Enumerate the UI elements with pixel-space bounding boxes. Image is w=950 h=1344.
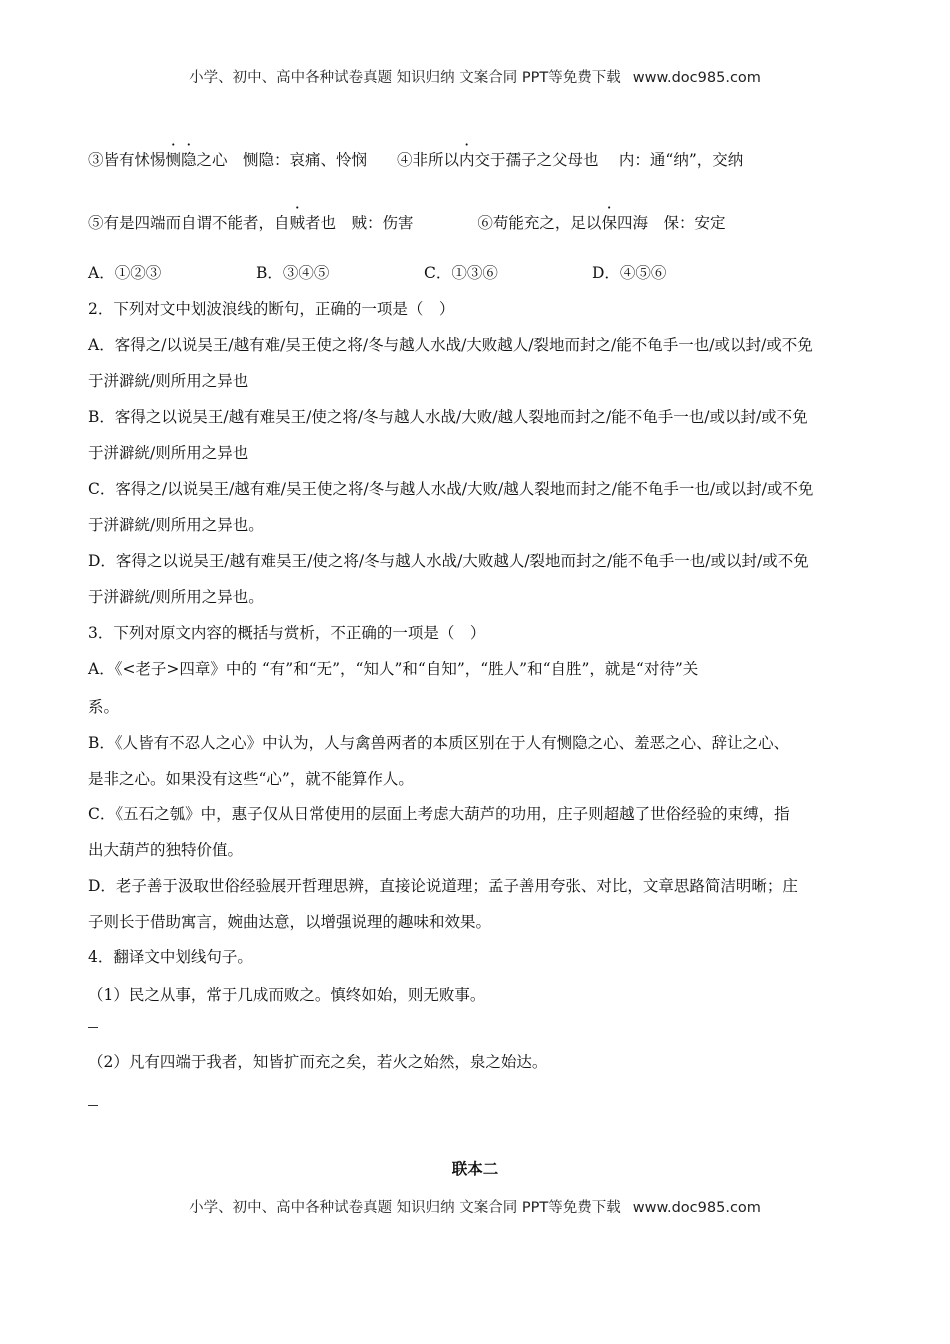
- q3-line: C．《五石之瓠》中，惠子仅从日常使用的层面上考虑大葫芦的功用，庄子则超越了世俗经验的束缚，指: [88, 805, 790, 823]
- answer-line-2[interactable]: [88, 1105, 98, 1106]
- q1-option-c: C．①③⑥: [424, 264, 498, 282]
- header-text: 小学、初中、高中各种试卷真题 知识归纳 文案合同 PPT等免费下载: [189, 70, 621, 86]
- q3-stem: 3．下列对原文内容的概括与赏析，不正确的一项是（ ）: [88, 624, 486, 642]
- q1-option-b: B．③④⑤: [256, 264, 330, 282]
- page-footer: [0, 1196, 950, 1217]
- q4-stem: 4．翻译文中划线句子。: [88, 948, 253, 966]
- q4-sentence-1: （1）民之从事，常于几成而败之。慎终如始，则无败事。: [88, 986, 486, 1004]
- q1-options: [88, 263, 868, 283]
- item-4: ④非所以内交于孺子之父母也 内：通“纳”，交纳: [396, 151, 744, 169]
- q3-line: A．《<老子>四章》中的 “有”和“无”，“知人”和“自知”，“胜人”和“自胜”，就是“对待”关: [88, 660, 699, 678]
- q3-line: D．老子善于汲取世俗经验展开哲理思辨，直接论说道理；孟子善用夸张、对比，文章思路简洁明晰；庄: [88, 877, 798, 895]
- item-5: ⑤有是四端而自谓不能者，自贼者也 贼：伤害: [88, 214, 414, 232]
- vocab-row-1: [88, 150, 868, 170]
- q2-line: 于洴澼絖/则所用之异也: [88, 372, 249, 390]
- vocab-row-2: [88, 213, 868, 233]
- q2-line: A．客得之/以说吴王/越有难/吴王使之将/冬与越人水战/大败越人/裂地而封之/能不龟手一也/或以封/或不免: [88, 336, 813, 354]
- q2-line: C．客得之/以说吴王/越有难/吴王使之将/冬与越人水战/大败/越人裂地而封之/能不龟手一也/或以封/或不免: [88, 480, 814, 498]
- header-url: www.doc985.com: [632, 70, 761, 86]
- footer-url: www.doc985.com: [632, 1200, 761, 1216]
- dotted-char: 内: [458, 151, 475, 169]
- q2-line: D．客得之以说吴王/越有难吴王/使之将/冬与越人水战/大败越人/裂地而封之/能不龟手一也/或以封/或不免: [88, 552, 809, 570]
- q3-line: B．《人皆有不忍人之心》中认为，人与禽兽两者的本质区别在于人有恻隐之心、羞恶之心、辞让之心、: [88, 734, 790, 752]
- answer-line-1[interactable]: [88, 1027, 98, 1028]
- dotted-char: 贼: [289, 214, 306, 232]
- q3-line: 出大葫芦的独特价值。: [88, 841, 244, 859]
- dotted-char: 恻: [165, 151, 182, 169]
- q2-line: B．客得之以说吴王/越有难吴王/使之将/冬与越人水战/大败/越人裂地而封之/能不龟手一也/或以封/或不免: [88, 408, 808, 426]
- q3-line: 是非之心。如果没有这些“心”，就不能算作人。: [88, 770, 414, 788]
- item-6: ⑥苟能充之，足以保四海 保：安定: [477, 214, 726, 232]
- q1-option-d: D．④⑤⑥: [592, 264, 667, 282]
- q2-line: 于洴澼絖/则所用之异也。: [88, 588, 264, 606]
- dotted-char: 保: [601, 214, 617, 232]
- footer-text: 小学、初中、高中各种试卷真题 知识归纳 文案合同 PPT等免费下载: [189, 1200, 621, 1216]
- q4-sentence-2: （2）凡有四端于我者，知皆扩而充之矣，若火之始然，泉之始达。: [88, 1053, 548, 1071]
- section-title: 联本二: [451, 1159, 499, 1178]
- q3-line: 子则长于借助寓言，婉曲达意，以增强说理的趣味和效果。: [88, 913, 492, 931]
- dotted-char: 隐: [181, 151, 197, 169]
- q3-line: 系。: [88, 698, 120, 716]
- q2-stem: 2．下列对文中划波浪线的断句，正确的一项是（ ）: [88, 300, 455, 318]
- q2-line: 于洴澼絖/则所用之异也: [88, 444, 249, 462]
- q1-option-a: A．①②③: [88, 264, 162, 282]
- q2-line: 于洴澼絖/则所用之异也。: [88, 516, 264, 534]
- item-3: ③皆有怵惕恻隐之心 恻隐：哀痛、怜悯: [88, 151, 368, 169]
- page-header: [0, 66, 950, 87]
